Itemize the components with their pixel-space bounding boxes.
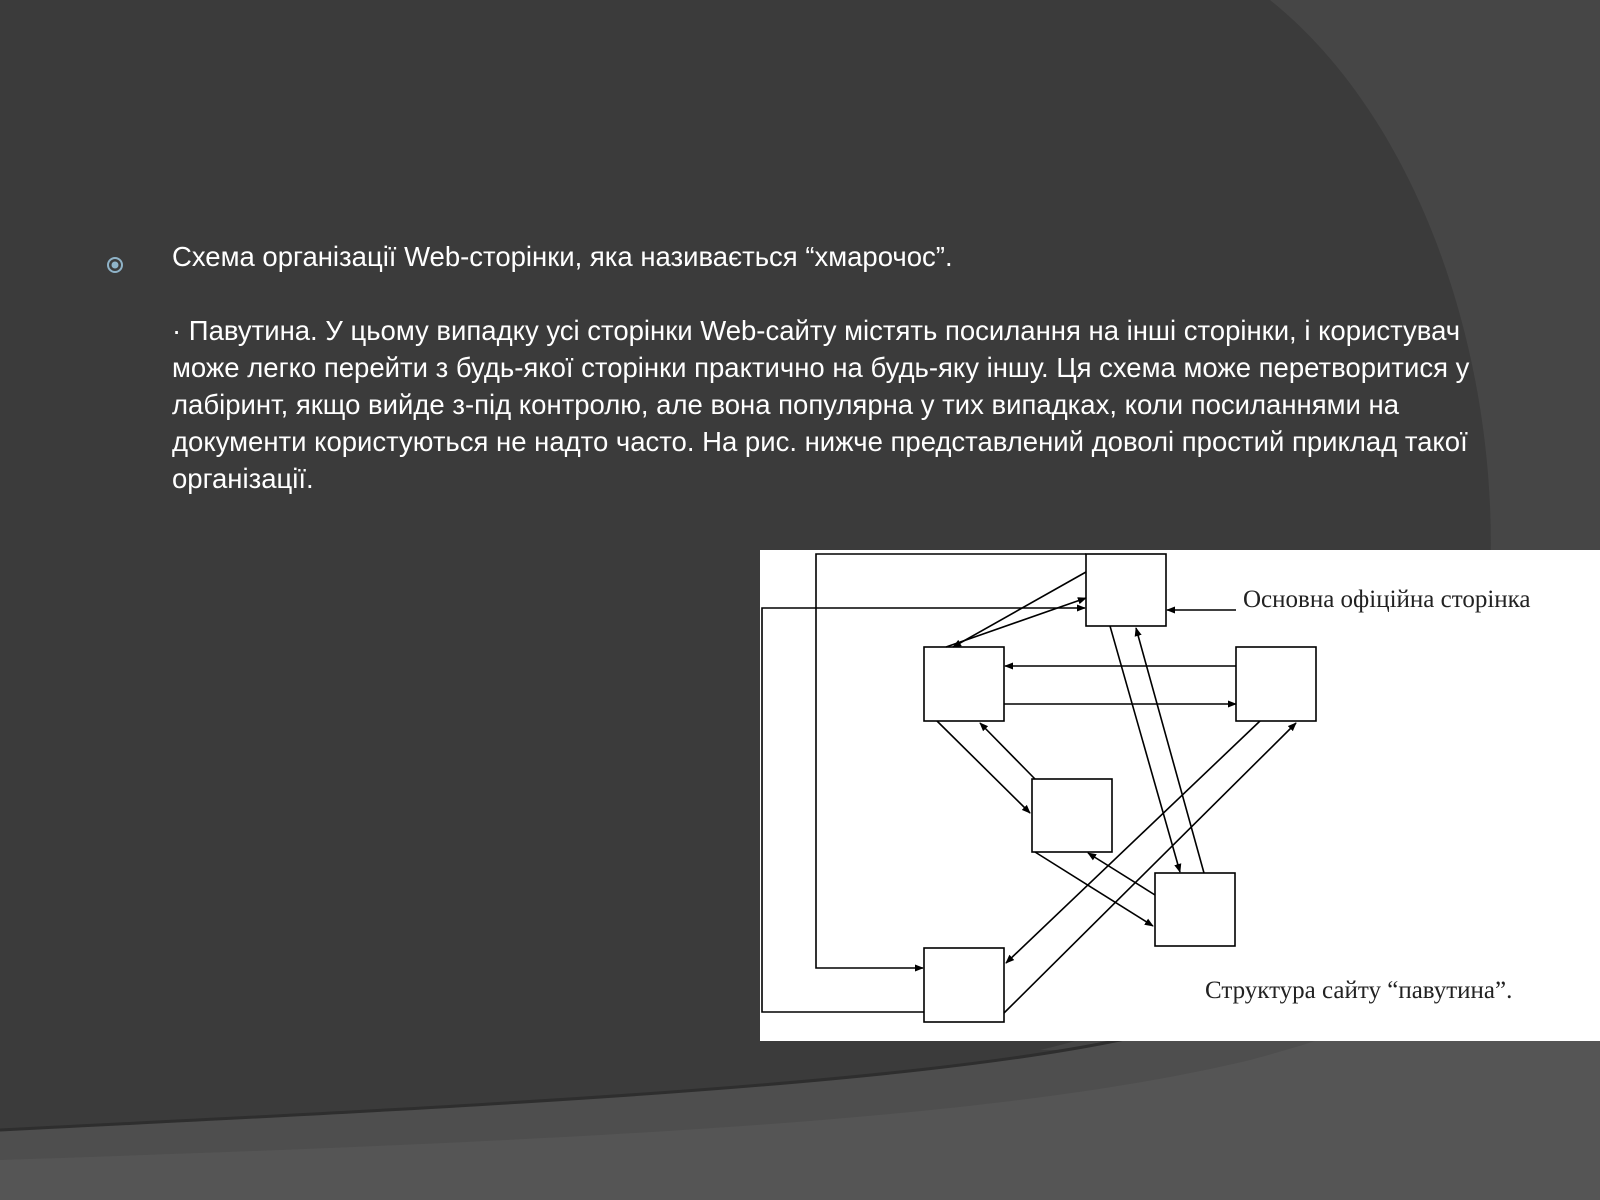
bullet-item [105, 238, 1505, 497]
heading: Схема організації Web-сторінки, яка називається “хмарочос”. [172, 241, 953, 272]
paragraph: · Павутина. У цьому випадку усі сторінки Web-сайту містять посилання на інші сторінки, і користувач може легко перейти з будь-якої сторінки практично на будь-яку іншу. Ця схема може перетворитися у лабіринт, якщо вийде з-під контролю, але вона популярна у тих випадках, коли посиланнями на документи користуються не надто часто. На рис. нижче представлений доволі простий приклад такої організації. [172, 315, 1470, 494]
main-page-box [1086, 554, 1166, 626]
main-page-label: Основна офіційна сторінка [1243, 586, 1531, 613]
bottom-page-box [924, 948, 1004, 1022]
lower-right-page-box [1155, 873, 1235, 946]
right-page-box [1236, 647, 1316, 721]
left-page-box [924, 647, 1004, 721]
bullet-text [172, 238, 1502, 497]
circled-dot-icon [105, 238, 172, 284]
diagram-caption: Структура сайту “павутина”. [1205, 977, 1513, 1004]
slide-content [105, 238, 1505, 497]
web-structure-diagram [760, 550, 1600, 1041]
center-page-box [1032, 779, 1112, 852]
